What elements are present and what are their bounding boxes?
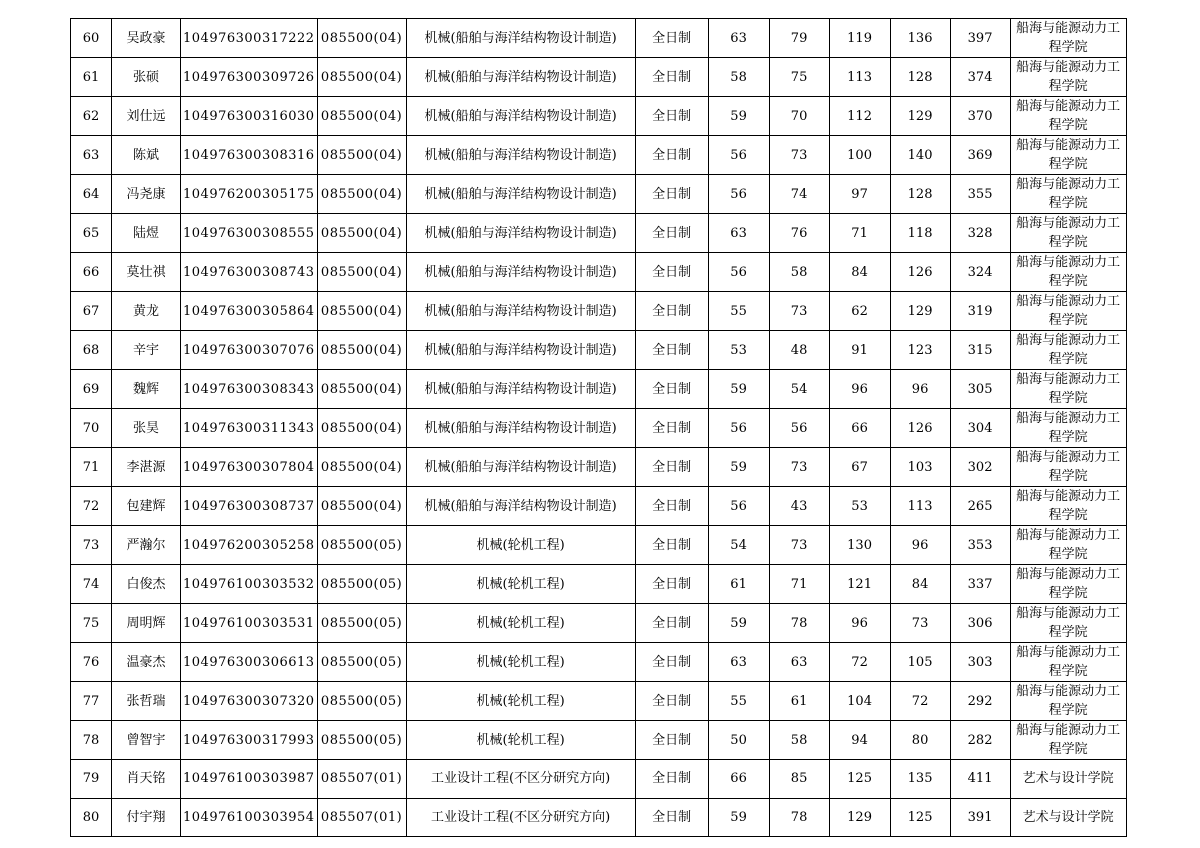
- score-2-cell: 85: [769, 760, 829, 799]
- study-type-cell: 全日制: [635, 370, 708, 409]
- major-cell: 工业设计工程(不区分研究方向): [406, 760, 635, 799]
- exam-id-cell: 104976300316030: [181, 97, 318, 136]
- score-1-cell: 56: [708, 487, 769, 526]
- exam-id-cell: 104976100303954: [181, 798, 318, 837]
- study-type-cell: 全日制: [635, 214, 708, 253]
- college-cell: 船海与能源动力工程学院: [1010, 97, 1126, 136]
- study-type-cell: 全日制: [635, 604, 708, 643]
- major-cell: 机械(轮机工程): [406, 565, 635, 604]
- seq-cell: 61: [71, 58, 112, 97]
- score-4-cell: 128: [890, 175, 950, 214]
- score-4-cell: 123: [890, 331, 950, 370]
- major-code-cell: 085500(04): [317, 175, 406, 214]
- major-cell: 机械(轮机工程): [406, 526, 635, 565]
- name-cell: 陆煜: [112, 214, 181, 253]
- score-2-cell: 48: [769, 331, 829, 370]
- college-cell: 船海与能源动力工程学院: [1010, 214, 1126, 253]
- score-4-cell: 125: [890, 798, 950, 837]
- name-cell: 冯尧康: [112, 175, 181, 214]
- score-1-cell: 54: [708, 526, 769, 565]
- college-cell: 船海与能源动力工程学院: [1010, 526, 1126, 565]
- score-3-cell: 53: [829, 487, 890, 526]
- major-cell: 机械(船舶与海洋结构物设计制造): [406, 58, 635, 97]
- exam-id-cell: 104976300308555: [181, 214, 318, 253]
- score-2-cell: 61: [769, 682, 829, 721]
- table-row: [71, 409, 1127, 448]
- table-row: [71, 682, 1127, 721]
- table-row: [71, 19, 1127, 58]
- major-code-cell: 085500(04): [317, 97, 406, 136]
- name-cell: 肖天铭: [112, 760, 181, 799]
- name-cell: 黄龙: [112, 292, 181, 331]
- score-4-cell: 135: [890, 760, 950, 799]
- score-2-cell: 70: [769, 97, 829, 136]
- total-score-cell: 265: [950, 487, 1010, 526]
- score-3-cell: 62: [829, 292, 890, 331]
- table-row: [71, 97, 1127, 136]
- major-cell: 机械(船舶与海洋结构物设计制造): [406, 487, 635, 526]
- study-type-cell: 全日制: [635, 643, 708, 682]
- table-row: [71, 760, 1127, 799]
- score-1-cell: 56: [708, 409, 769, 448]
- study-type-cell: 全日制: [635, 448, 708, 487]
- score-3-cell: 66: [829, 409, 890, 448]
- study-type-cell: 全日制: [635, 19, 708, 58]
- score-2-cell: 54: [769, 370, 829, 409]
- study-type-cell: 全日制: [635, 798, 708, 837]
- score-1-cell: 59: [708, 604, 769, 643]
- score-3-cell: 96: [829, 370, 890, 409]
- score-4-cell: 136: [890, 19, 950, 58]
- table-row: [71, 58, 1127, 97]
- table-row: [71, 487, 1127, 526]
- study-type-cell: 全日制: [635, 721, 708, 760]
- score-3-cell: 72: [829, 643, 890, 682]
- seq-cell: 76: [71, 643, 112, 682]
- study-type-cell: 全日制: [635, 97, 708, 136]
- table-row: [71, 526, 1127, 565]
- score-4-cell: 129: [890, 292, 950, 331]
- name-cell: 刘仕远: [112, 97, 181, 136]
- score-2-cell: 78: [769, 798, 829, 837]
- college-cell: 艺术与设计学院: [1010, 760, 1126, 799]
- seq-cell: 62: [71, 97, 112, 136]
- major-code-cell: 085500(04): [317, 58, 406, 97]
- total-score-cell: 355: [950, 175, 1010, 214]
- exam-id-cell: 104976300308316: [181, 136, 318, 175]
- score-4-cell: 103: [890, 448, 950, 487]
- college-cell: 船海与能源动力工程学院: [1010, 487, 1126, 526]
- study-type-cell: 全日制: [635, 253, 708, 292]
- score-2-cell: 75: [769, 58, 829, 97]
- major-code-cell: 085500(04): [317, 136, 406, 175]
- score-3-cell: 67: [829, 448, 890, 487]
- score-2-cell: 73: [769, 448, 829, 487]
- college-cell: 船海与能源动力工程学院: [1010, 58, 1126, 97]
- major-code-cell: 085507(01): [317, 798, 406, 837]
- score-4-cell: 96: [890, 526, 950, 565]
- score-3-cell: 104: [829, 682, 890, 721]
- major-code-cell: 085500(04): [317, 448, 406, 487]
- study-type-cell: 全日制: [635, 526, 708, 565]
- seq-cell: 77: [71, 682, 112, 721]
- seq-cell: 60: [71, 19, 112, 58]
- exam-id-cell: 104976100303532: [181, 565, 318, 604]
- college-cell: 船海与能源动力工程学院: [1010, 682, 1126, 721]
- college-cell: 船海与能源动力工程学院: [1010, 643, 1126, 682]
- seq-cell: 64: [71, 175, 112, 214]
- major-code-cell: 085500(04): [317, 409, 406, 448]
- seq-cell: 66: [71, 253, 112, 292]
- score-2-cell: 43: [769, 487, 829, 526]
- total-score-cell: 292: [950, 682, 1010, 721]
- score-4-cell: 72: [890, 682, 950, 721]
- major-code-cell: 085500(04): [317, 19, 406, 58]
- major-cell: 机械(轮机工程): [406, 604, 635, 643]
- name-cell: 白俊杰: [112, 565, 181, 604]
- major-cell: 机械(船舶与海洋结构物设计制造): [406, 175, 635, 214]
- total-score-cell: 353: [950, 526, 1010, 565]
- major-cell: 机械(船舶与海洋结构物设计制造): [406, 292, 635, 331]
- table-row: [71, 643, 1127, 682]
- table-row: [71, 604, 1127, 643]
- college-cell: 船海与能源动力工程学院: [1010, 253, 1126, 292]
- score-2-cell: 58: [769, 721, 829, 760]
- college-cell: 船海与能源动力工程学院: [1010, 721, 1126, 760]
- major-cell: 机械(船舶与海洋结构物设计制造): [406, 409, 635, 448]
- exam-id-cell: 104976300306613: [181, 643, 318, 682]
- score-3-cell: 97: [829, 175, 890, 214]
- seq-cell: 80: [71, 798, 112, 837]
- table-row: [71, 331, 1127, 370]
- score-3-cell: 94: [829, 721, 890, 760]
- score-1-cell: 59: [708, 798, 769, 837]
- major-code-cell: 085500(05): [317, 565, 406, 604]
- exam-id-cell: 104976300308743: [181, 253, 318, 292]
- seq-cell: 79: [71, 760, 112, 799]
- score-1-cell: 59: [708, 448, 769, 487]
- score-2-cell: 74: [769, 175, 829, 214]
- major-code-cell: 085500(05): [317, 682, 406, 721]
- study-type-cell: 全日制: [635, 58, 708, 97]
- major-cell: 机械(船舶与海洋结构物设计制造): [406, 97, 635, 136]
- seq-cell: 65: [71, 214, 112, 253]
- college-cell: 船海与能源动力工程学院: [1010, 19, 1126, 58]
- exam-id-cell: 104976300308343: [181, 370, 318, 409]
- total-score-cell: 397: [950, 19, 1010, 58]
- major-cell: 机械(船舶与海洋结构物设计制造): [406, 136, 635, 175]
- score-1-cell: 58: [708, 58, 769, 97]
- major-cell: 机械(船舶与海洋结构物设计制造): [406, 370, 635, 409]
- study-type-cell: 全日制: [635, 409, 708, 448]
- college-cell: 船海与能源动力工程学院: [1010, 175, 1126, 214]
- table-row: [71, 214, 1127, 253]
- seq-cell: 72: [71, 487, 112, 526]
- seq-cell: 71: [71, 448, 112, 487]
- score-1-cell: 63: [708, 214, 769, 253]
- name-cell: 张昊: [112, 409, 181, 448]
- name-cell: 吴政豪: [112, 19, 181, 58]
- score-1-cell: 59: [708, 370, 769, 409]
- college-cell: 艺术与设计学院: [1010, 798, 1126, 837]
- total-score-cell: 324: [950, 253, 1010, 292]
- major-cell: 机械(船舶与海洋结构物设计制造): [406, 214, 635, 253]
- study-type-cell: 全日制: [635, 565, 708, 604]
- exam-id-cell: 104976300305864: [181, 292, 318, 331]
- score-2-cell: 78: [769, 604, 829, 643]
- major-code-cell: 085507(01): [317, 760, 406, 799]
- table-row: [71, 448, 1127, 487]
- major-cell: 机械(船舶与海洋结构物设计制造): [406, 331, 635, 370]
- score-1-cell: 63: [708, 643, 769, 682]
- major-cell: 机械(轮机工程): [406, 682, 635, 721]
- major-cell: 机械(船舶与海洋结构物设计制造): [406, 253, 635, 292]
- name-cell: 曾智宇: [112, 721, 181, 760]
- table-row: [71, 370, 1127, 409]
- score-2-cell: 79: [769, 19, 829, 58]
- score-1-cell: 66: [708, 760, 769, 799]
- major-code-cell: 085500(04): [317, 331, 406, 370]
- major-code-cell: 085500(05): [317, 643, 406, 682]
- college-cell: 船海与能源动力工程学院: [1010, 331, 1126, 370]
- study-type-cell: 全日制: [635, 682, 708, 721]
- major-cell: 机械(船舶与海洋结构物设计制造): [406, 448, 635, 487]
- exam-id-cell: 104976200305258: [181, 526, 318, 565]
- college-cell: 船海与能源动力工程学院: [1010, 409, 1126, 448]
- score-3-cell: 84: [829, 253, 890, 292]
- name-cell: 张硕: [112, 58, 181, 97]
- score-1-cell: 53: [708, 331, 769, 370]
- score-2-cell: 73: [769, 136, 829, 175]
- exam-id-cell: 104976300308737: [181, 487, 318, 526]
- score-1-cell: 56: [708, 136, 769, 175]
- major-code-cell: 085500(04): [317, 487, 406, 526]
- name-cell: 张哲瑞: [112, 682, 181, 721]
- table-row: [71, 721, 1127, 760]
- score-1-cell: 56: [708, 175, 769, 214]
- exam-id-cell: 104976300307076: [181, 331, 318, 370]
- seq-cell: 70: [71, 409, 112, 448]
- college-cell: 船海与能源动力工程学院: [1010, 604, 1126, 643]
- seq-cell: 69: [71, 370, 112, 409]
- admission-list-table: [70, 18, 1127, 837]
- score-3-cell: 91: [829, 331, 890, 370]
- table-row: [71, 798, 1127, 837]
- college-cell: 船海与能源动力工程学院: [1010, 136, 1126, 175]
- name-cell: 付宇翔: [112, 798, 181, 837]
- score-3-cell: 121: [829, 565, 890, 604]
- exam-id-cell: 104976100303987: [181, 760, 318, 799]
- major-cell: 机械(船舶与海洋结构物设计制造): [406, 19, 635, 58]
- name-cell: 周明辉: [112, 604, 181, 643]
- exam-id-cell: 104976300309726: [181, 58, 318, 97]
- major-code-cell: 085500(05): [317, 721, 406, 760]
- score-1-cell: 56: [708, 253, 769, 292]
- seq-cell: 73: [71, 526, 112, 565]
- score-3-cell: 71: [829, 214, 890, 253]
- score-2-cell: 73: [769, 526, 829, 565]
- total-score-cell: 391: [950, 798, 1010, 837]
- study-type-cell: 全日制: [635, 292, 708, 331]
- seq-cell: 63: [71, 136, 112, 175]
- table-row: [71, 565, 1127, 604]
- seq-cell: 75: [71, 604, 112, 643]
- college-cell: 船海与能源动力工程学院: [1010, 565, 1126, 604]
- score-4-cell: 80: [890, 721, 950, 760]
- score-2-cell: 73: [769, 292, 829, 331]
- score-2-cell: 56: [769, 409, 829, 448]
- score-4-cell: 126: [890, 253, 950, 292]
- score-3-cell: 100: [829, 136, 890, 175]
- major-cell: 工业设计工程(不区分研究方向): [406, 798, 635, 837]
- exam-id-cell: 104976200305175: [181, 175, 318, 214]
- score-3-cell: 112: [829, 97, 890, 136]
- table-row: [71, 292, 1127, 331]
- score-4-cell: 105: [890, 643, 950, 682]
- score-2-cell: 71: [769, 565, 829, 604]
- score-2-cell: 58: [769, 253, 829, 292]
- exam-id-cell: 104976100303531: [181, 604, 318, 643]
- score-1-cell: 63: [708, 19, 769, 58]
- score-4-cell: 96: [890, 370, 950, 409]
- total-score-cell: 315: [950, 331, 1010, 370]
- total-score-cell: 319: [950, 292, 1010, 331]
- score-4-cell: 126: [890, 409, 950, 448]
- seq-cell: 78: [71, 721, 112, 760]
- study-type-cell: 全日制: [635, 487, 708, 526]
- total-score-cell: 337: [950, 565, 1010, 604]
- name-cell: 李湛源: [112, 448, 181, 487]
- total-score-cell: 304: [950, 409, 1010, 448]
- score-1-cell: 59: [708, 97, 769, 136]
- score-3-cell: 96: [829, 604, 890, 643]
- score-3-cell: 119: [829, 19, 890, 58]
- score-4-cell: 113: [890, 487, 950, 526]
- total-score-cell: 374: [950, 58, 1010, 97]
- score-4-cell: 73: [890, 604, 950, 643]
- exam-id-cell: 104976300317993: [181, 721, 318, 760]
- score-2-cell: 63: [769, 643, 829, 682]
- major-code-cell: 085500(04): [317, 214, 406, 253]
- score-3-cell: 130: [829, 526, 890, 565]
- major-code-cell: 085500(05): [317, 604, 406, 643]
- college-cell: 船海与能源动力工程学院: [1010, 370, 1126, 409]
- score-3-cell: 129: [829, 798, 890, 837]
- score-4-cell: 129: [890, 97, 950, 136]
- seq-cell: 68: [71, 331, 112, 370]
- college-cell: 船海与能源动力工程学院: [1010, 448, 1126, 487]
- study-type-cell: 全日制: [635, 175, 708, 214]
- seq-cell: 74: [71, 565, 112, 604]
- total-score-cell: 370: [950, 97, 1010, 136]
- exam-id-cell: 104976300317222: [181, 19, 318, 58]
- exam-id-cell: 104976300307804: [181, 448, 318, 487]
- total-score-cell: 328: [950, 214, 1010, 253]
- study-type-cell: 全日制: [635, 136, 708, 175]
- score-1-cell: 55: [708, 292, 769, 331]
- total-score-cell: 302: [950, 448, 1010, 487]
- table-body: [71, 19, 1127, 837]
- major-cell: 机械(轮机工程): [406, 721, 635, 760]
- score-3-cell: 125: [829, 760, 890, 799]
- name-cell: 魏辉: [112, 370, 181, 409]
- score-1-cell: 61: [708, 565, 769, 604]
- major-code-cell: 085500(04): [317, 370, 406, 409]
- score-4-cell: 128: [890, 58, 950, 97]
- score-4-cell: 140: [890, 136, 950, 175]
- table-row: [71, 175, 1127, 214]
- college-cell: 船海与能源动力工程学院: [1010, 292, 1126, 331]
- score-1-cell: 50: [708, 721, 769, 760]
- score-2-cell: 76: [769, 214, 829, 253]
- total-score-cell: 303: [950, 643, 1010, 682]
- study-type-cell: 全日制: [635, 760, 708, 799]
- name-cell: 陈斌: [112, 136, 181, 175]
- table-row: [71, 136, 1127, 175]
- total-score-cell: 411: [950, 760, 1010, 799]
- score-3-cell: 113: [829, 58, 890, 97]
- major-code-cell: 085500(04): [317, 292, 406, 331]
- exam-id-cell: 104976300307320: [181, 682, 318, 721]
- name-cell: 包建辉: [112, 487, 181, 526]
- score-4-cell: 84: [890, 565, 950, 604]
- score-4-cell: 118: [890, 214, 950, 253]
- seq-cell: 67: [71, 292, 112, 331]
- name-cell: 辛宇: [112, 331, 181, 370]
- major-cell: 机械(轮机工程): [406, 643, 635, 682]
- name-cell: 温豪杰: [112, 643, 181, 682]
- major-code-cell: 085500(05): [317, 526, 406, 565]
- total-score-cell: 306: [950, 604, 1010, 643]
- score-1-cell: 55: [708, 682, 769, 721]
- total-score-cell: 282: [950, 721, 1010, 760]
- total-score-cell: 305: [950, 370, 1010, 409]
- name-cell: 莫壮祺: [112, 253, 181, 292]
- exam-id-cell: 104976300311343: [181, 409, 318, 448]
- name-cell: 严瀚尔: [112, 526, 181, 565]
- study-type-cell: 全日制: [635, 331, 708, 370]
- total-score-cell: 369: [950, 136, 1010, 175]
- major-code-cell: 085500(04): [317, 253, 406, 292]
- table-row: [71, 253, 1127, 292]
